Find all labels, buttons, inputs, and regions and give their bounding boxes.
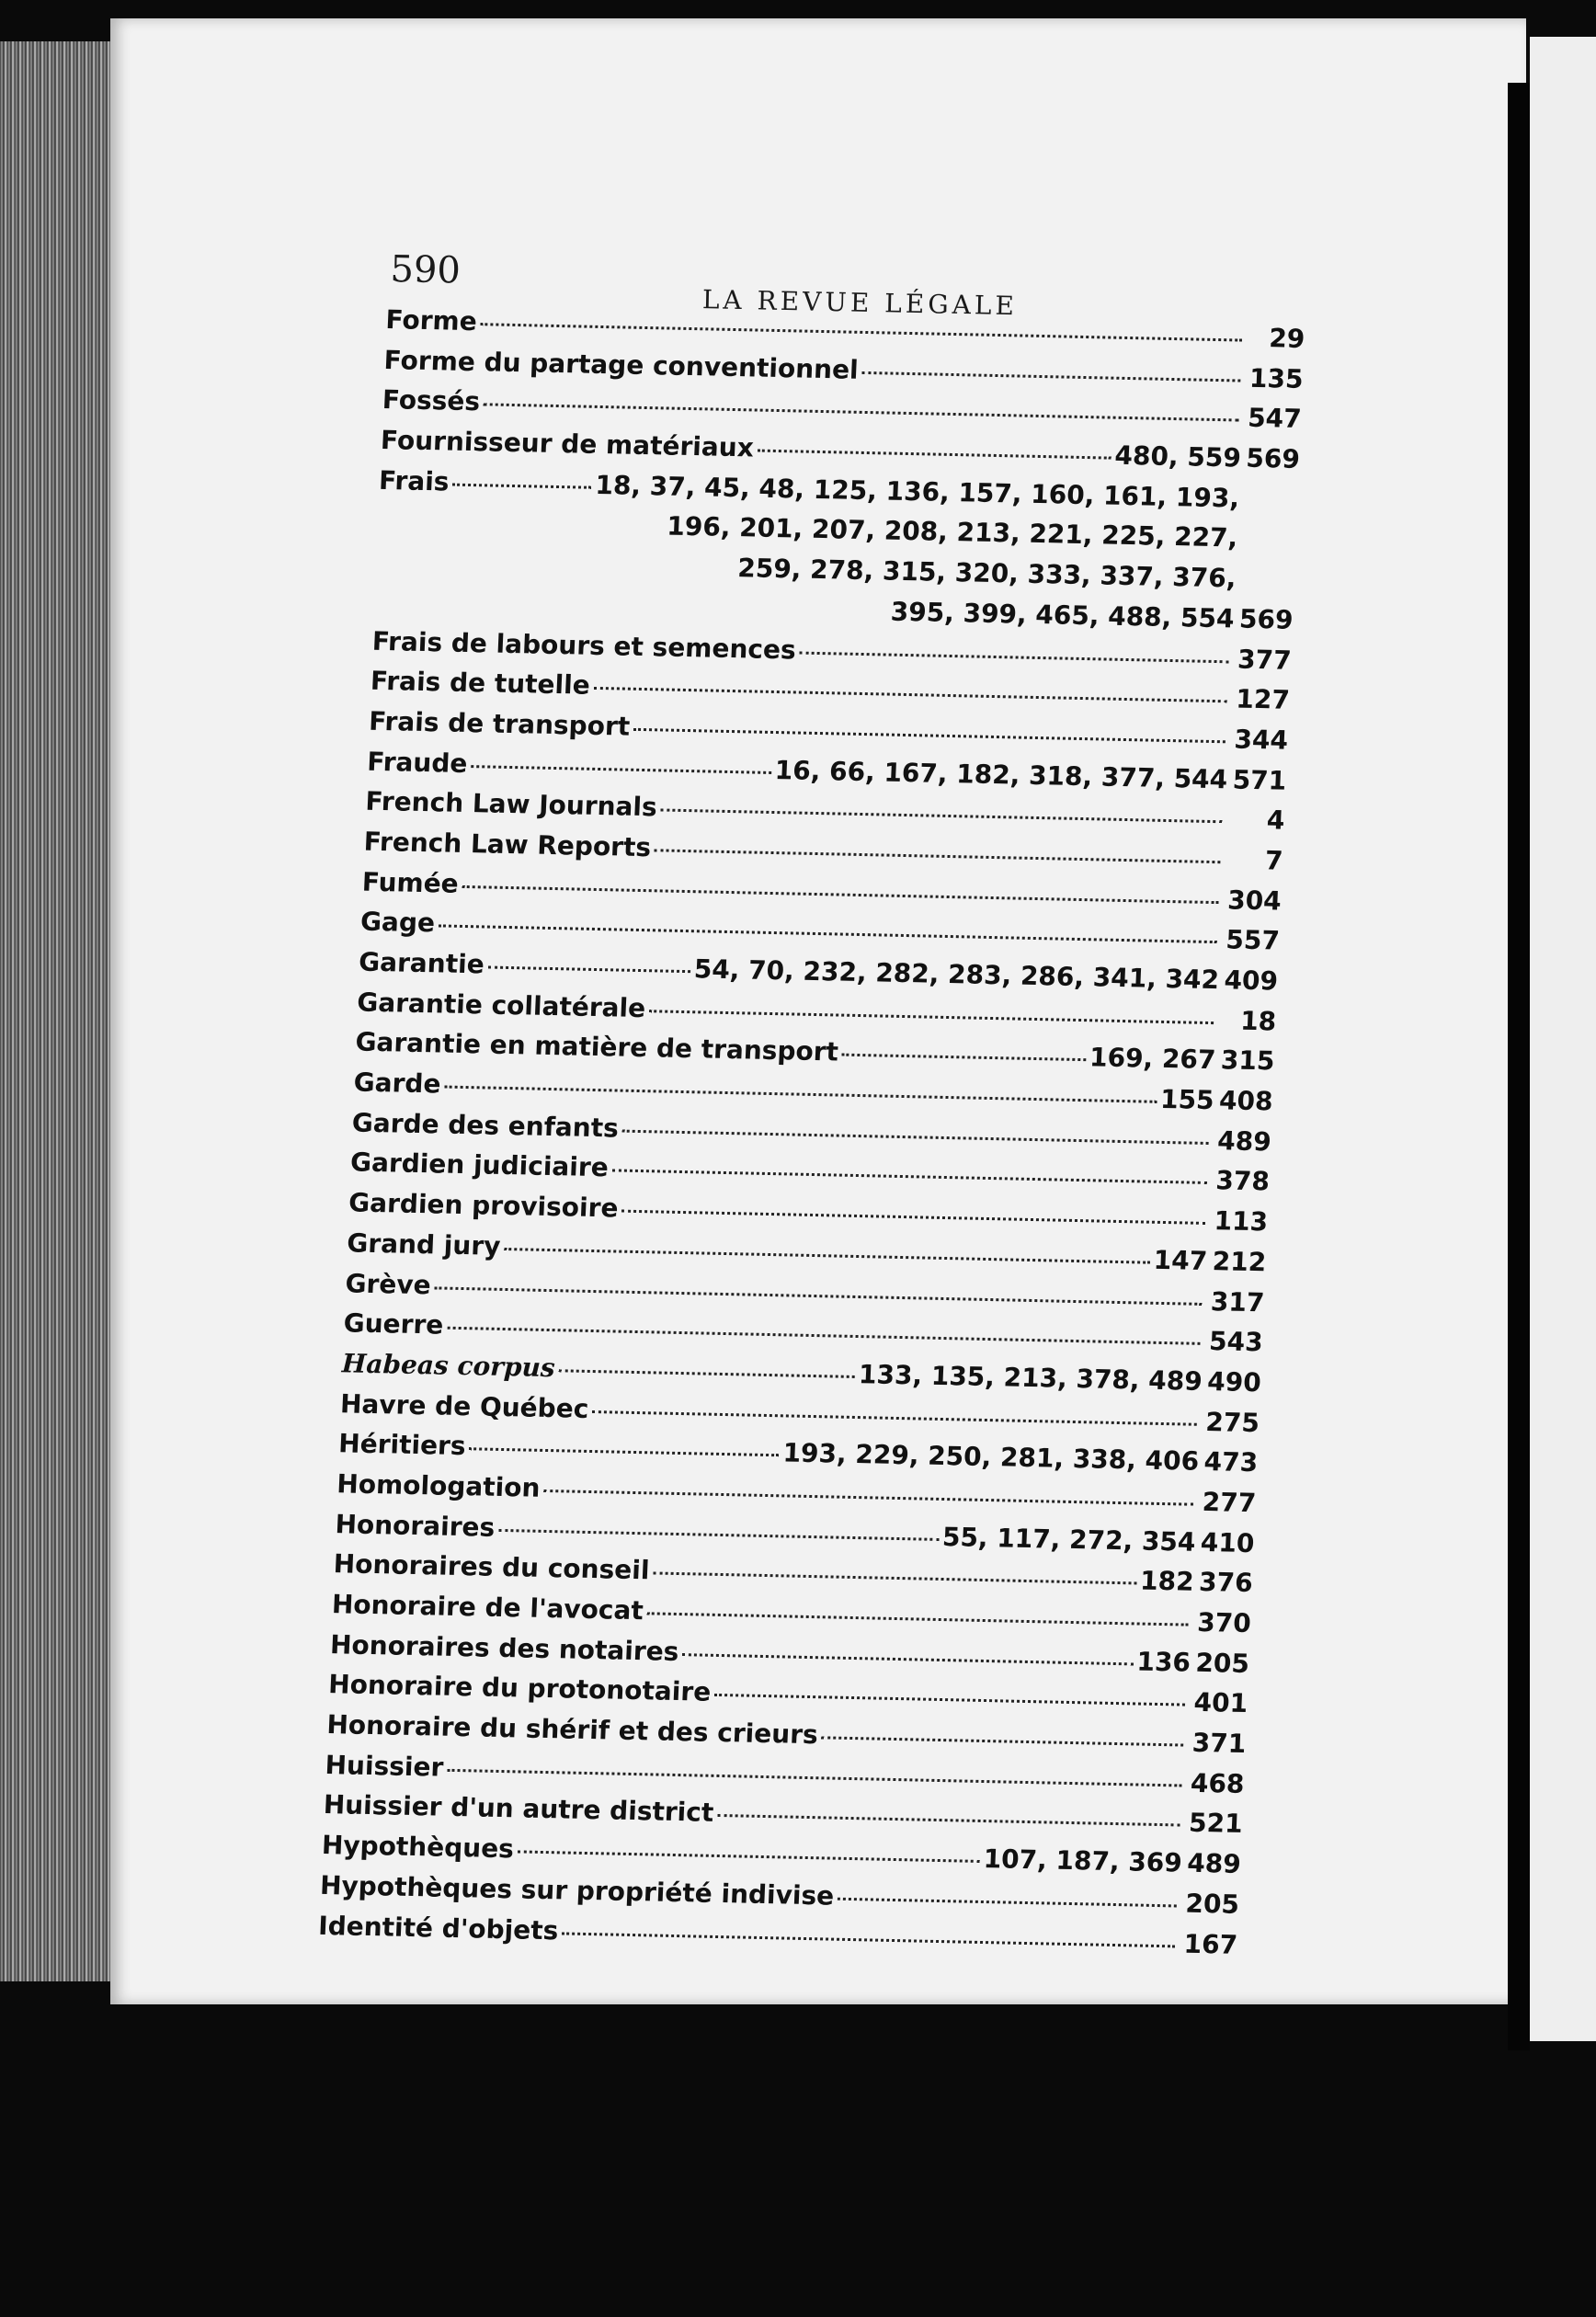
index-term: Havre de Québec <box>339 1387 590 1424</box>
index-term: Garantie <box>358 946 485 980</box>
page-number: 590 <box>390 248 462 292</box>
index-page-ref: 304 <box>1226 884 1282 917</box>
index-page-ref: 557 <box>1225 924 1281 956</box>
dot-leader <box>838 1898 1177 1908</box>
dot-leader <box>543 1490 1193 1506</box>
index-page-ref: 489 <box>1186 1847 1242 1880</box>
dot-leader <box>484 404 1239 422</box>
index-term: Honoraire du shérif et des crieurs <box>325 1709 819 1751</box>
index-page-ref: 113 <box>1213 1205 1269 1238</box>
index-term: Hypothèques <box>321 1830 515 1865</box>
dot-leader <box>481 323 1243 341</box>
index-page-ref: 127 <box>1235 683 1291 715</box>
dot-leader <box>444 1086 1157 1103</box>
index-term: Guerre <box>343 1307 444 1341</box>
index-term: Frais de transport <box>368 705 631 742</box>
index-page-ref: 468 <box>1190 1767 1246 1799</box>
index-page-ref: 408 <box>1218 1085 1274 1117</box>
dot-leader <box>660 809 1222 824</box>
index-page-ref: 4 <box>1266 805 1286 836</box>
dot-leader <box>621 1210 1205 1225</box>
dot-leader <box>862 371 1241 382</box>
index-term: Identité d'objets <box>317 1910 559 1946</box>
dot-leader <box>498 1529 939 1541</box>
dot-leader <box>842 1054 1086 1062</box>
index-subrefs: 147 <box>1153 1244 1208 1276</box>
index-subrefs: 182 <box>1139 1565 1195 1598</box>
index-page-ref: 370 <box>1196 1606 1252 1639</box>
index-page-ref: 315 <box>1220 1044 1276 1077</box>
index-term: Honoraire du protonotaire <box>327 1669 712 1708</box>
dot-leader <box>452 483 591 488</box>
index-term: Grève <box>344 1267 432 1300</box>
index-subrefs: 136 <box>1135 1646 1191 1678</box>
index-term: Gardien judiciaire <box>349 1147 610 1183</box>
index-page-ref: 401 <box>1192 1687 1248 1719</box>
index-subrefs: 55, 117, 272, 354 <box>941 1521 1197 1558</box>
dot-leader <box>653 1572 1136 1585</box>
facing-page-edge <box>1530 37 1596 2041</box>
index-term: French Law Reports <box>363 826 652 863</box>
dot-leader <box>612 1170 1207 1185</box>
index-page-ref: 135 <box>1248 362 1305 394</box>
index-page-ref: 371 <box>1191 1727 1247 1760</box>
index-term: Forme <box>384 304 478 337</box>
index-term: Habeas corpus <box>341 1348 556 1384</box>
dot-leader <box>714 1694 1185 1706</box>
index-page-ref: 29 <box>1268 323 1305 354</box>
index-page-ref <box>1237 547 1296 548</box>
dot-leader <box>647 1612 1189 1626</box>
index-subrefs: 16, 66, 167, 182, 318, 377, 544 <box>774 754 1228 794</box>
index-page-ref: 212 <box>1212 1245 1267 1278</box>
dot-leader <box>488 966 690 974</box>
dot-leader <box>504 1248 1150 1264</box>
dot-leader <box>462 885 1219 904</box>
book-page-edges <box>0 41 120 1981</box>
index-page-ref: 473 <box>1203 1446 1259 1478</box>
index-term: Fournisseur de matériaux <box>380 425 755 463</box>
dot-leader <box>649 1010 1214 1024</box>
dot-leader <box>633 728 1226 743</box>
index-page-ref: 275 <box>1204 1406 1260 1438</box>
index-page-ref: 18 <box>1239 1005 1277 1037</box>
dot-leader <box>821 1736 1183 1746</box>
index-term: Héritiers <box>337 1428 467 1462</box>
dot-leader <box>434 1286 1202 1305</box>
index-subrefs: 196, 201, 207, 208, 213, 221, 225, 227, <box>666 510 1238 554</box>
index-page-ref: 409 <box>1223 964 1279 997</box>
index-page-ref: 569 <box>1238 603 1294 635</box>
dot-leader <box>758 450 1112 460</box>
index-list <box>317 304 1305 1969</box>
dot-leader <box>717 1814 1180 1827</box>
dot-leader <box>655 849 1221 863</box>
index-term: Hypothèques sur propriété indivise <box>319 1869 835 1912</box>
dot-leader <box>592 1410 1197 1426</box>
index-term: Frais de labours et semences <box>371 625 797 665</box>
index-page-ref: 547 <box>1247 403 1303 435</box>
dot-leader <box>622 1129 1209 1144</box>
dot-leader <box>469 1447 779 1456</box>
index-page-ref: 378 <box>1214 1165 1271 1197</box>
index-page-ref: 205 <box>1194 1647 1250 1679</box>
index-term: Forme du partage conventionnel <box>383 344 860 385</box>
dot-leader <box>439 925 1217 944</box>
index-page-ref: 410 <box>1200 1526 1256 1558</box>
book-gutter <box>1508 83 1530 2050</box>
index-term: Homologation <box>336 1468 542 1503</box>
index-term: Frais de tutelle <box>370 665 591 701</box>
index-term: Frais <box>378 464 450 497</box>
index-term: Fraude <box>366 746 469 779</box>
index-subrefs: 133, 135, 213, 378, 489 <box>858 1358 1203 1397</box>
index-term: Honoraires du conseil <box>333 1548 651 1586</box>
index-term: French Law Journals <box>364 785 658 823</box>
index-term: Garde des enfants <box>351 1107 620 1144</box>
index-page-ref: 277 <box>1202 1486 1257 1519</box>
index-page-ref: 7 <box>1264 845 1284 876</box>
dot-leader <box>800 651 1229 663</box>
index-subrefs: 169, 267 <box>1089 1042 1217 1076</box>
index-subrefs: 193, 229, 250, 281, 338, 406 <box>781 1437 1200 1478</box>
index-page-ref: 489 <box>1216 1124 1272 1158</box>
index-term: Garantie collatérale <box>356 987 646 1023</box>
index-subrefs: 54, 70, 232, 282, 283, 286, 341, 342 <box>693 953 1220 996</box>
index-page-ref: 543 <box>1208 1326 1264 1358</box>
dot-leader <box>518 1851 980 1864</box>
index-subrefs: 395, 399, 465, 488, 554 <box>890 596 1236 634</box>
index-term: Fossés <box>382 384 481 417</box>
running-title: LA REVUE LÉGALE <box>701 284 1019 322</box>
index-term: Grand jury <box>346 1227 502 1261</box>
index-term: Garde <box>353 1067 442 1100</box>
dot-leader <box>559 1369 855 1378</box>
index-page-ref: 344 <box>1233 724 1289 756</box>
dot-leader <box>594 687 1227 702</box>
index-term: Gardien provisoire <box>348 1187 620 1224</box>
dot-leader <box>471 765 771 774</box>
index-subrefs: 259, 278, 315, 320, 333, 337, 376, <box>736 553 1237 594</box>
index-term: Fumée <box>361 866 460 899</box>
index-term: Gage <box>359 906 436 939</box>
dot-leader <box>562 1932 1175 1947</box>
index-page-ref: 317 <box>1210 1285 1266 1318</box>
index-page-ref: 377 <box>1237 644 1293 676</box>
index-subrefs: 155 <box>1159 1083 1215 1116</box>
dot-leader <box>447 1769 1181 1787</box>
index-page-ref: 569 <box>1245 442 1301 474</box>
index-page-ref: 490 <box>1206 1365 1262 1398</box>
index-term: Honoraire de l'avocat <box>331 1589 644 1626</box>
index-page-ref: 571 <box>1232 764 1287 796</box>
index-subrefs: 480, 559 <box>1113 439 1242 474</box>
index-page-ref: 376 <box>1198 1567 1254 1599</box>
index-term: Garantie en matière de transport <box>354 1026 839 1067</box>
index-term: Huissier d'un autre district <box>323 1789 714 1829</box>
index-term: Huissier <box>324 1749 445 1783</box>
index-page-ref: 521 <box>1188 1808 1244 1840</box>
index-term: Honoraires des notaires <box>329 1628 680 1667</box>
dot-leader <box>447 1327 1200 1345</box>
index-subrefs: 18, 37, 45, 48, 125, 136, 157, 160, 161, 193, <box>594 469 1240 514</box>
index-subrefs: 107, 187, 369 <box>983 1843 1183 1878</box>
dot-leader <box>682 1653 1133 1665</box>
index-page-ref <box>1239 507 1298 508</box>
index-page-ref: 205 <box>1184 1888 1240 1920</box>
index-page-ref: 167 <box>1182 1928 1238 1960</box>
index-term: Honoraires <box>334 1508 496 1543</box>
